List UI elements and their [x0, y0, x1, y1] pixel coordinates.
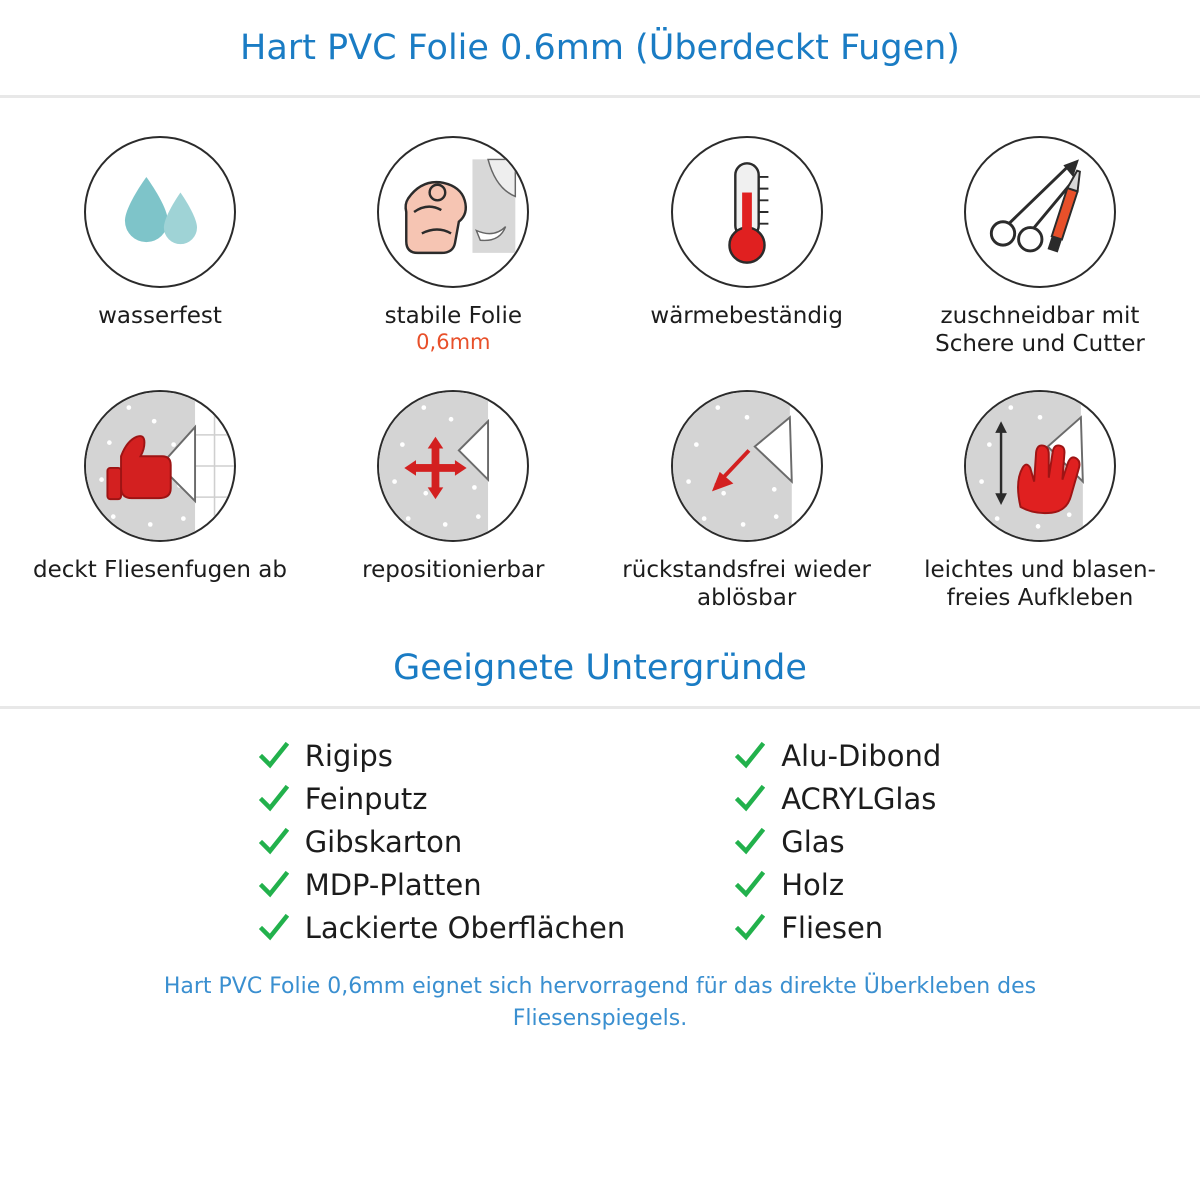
- page-header: [0, 0, 1200, 98]
- list-item-label: ACRYLGlas: [781, 782, 937, 817]
- check-icon: [259, 870, 289, 900]
- flexed-arm-icon: [377, 136, 529, 288]
- list-item-label: Gibskarton: [304, 825, 463, 860]
- check-icon: [735, 784, 765, 814]
- list-item-label: Alu-Dibond: [781, 739, 942, 774]
- thumbs-up-tile-icon: [84, 390, 236, 542]
- check-icon: [735, 741, 765, 771]
- feature-label: wasserfest: [98, 303, 222, 329]
- list-item-label: Fliesen: [781, 911, 884, 946]
- feature-label: rückstandsfrei wieder ablösbar: [622, 557, 872, 612]
- check-icon: [259, 741, 289, 771]
- list-item: [259, 911, 626, 945]
- move-arrows-icon: [377, 390, 529, 542]
- feature-row-1: [22, 136, 1178, 358]
- list-item-label: Holz: [781, 868, 845, 903]
- feature-row-2: [22, 390, 1178, 612]
- feature-deckt-fliesenfugen: [22, 390, 298, 612]
- list-item: [735, 868, 941, 902]
- feature-zuschneidbar: [902, 136, 1178, 358]
- surfaces-lists: [0, 709, 1200, 945]
- feature-label: repositionierbar: [362, 557, 545, 584]
- feature-label: zuschneidbar mit Schere und Cutter: [935, 303, 1145, 358]
- thermometer-icon: [671, 136, 823, 288]
- feature-label: deckt Fliesenfugen ab: [33, 557, 287, 584]
- section-title: Geeignete Untergründe: [393, 648, 807, 689]
- list-item-label: Glas: [781, 825, 845, 860]
- section-header: [0, 648, 1200, 709]
- footer-note: Hart PVC Folie 0,6mm eignet sich hervorragend für das direkte Überkleben des Fliesenspiegels.: [163, 974, 1037, 1032]
- list-item-label: Feinputz: [304, 782, 428, 817]
- list-item: [259, 782, 626, 816]
- water-drops-icon: [84, 136, 236, 288]
- list-item-label: Rigips: [304, 739, 393, 774]
- feature-blasenfreies-aufkleben: [902, 390, 1178, 612]
- feature-grid: [0, 98, 1200, 612]
- feature-wasserfest: [22, 136, 298, 358]
- surfaces-left-column: [259, 739, 626, 945]
- scissors-cutter-icon: [964, 136, 1116, 288]
- feature-label: leichtes und blasen-freies Aufkleben: [924, 557, 1156, 612]
- list-item: [259, 739, 626, 773]
- hand-smooth-icon: [964, 390, 1116, 542]
- page-title: Hart PVC Folie 0.6mm (Überdeckt Fugen): [240, 27, 960, 68]
- list-item-label: MDP-Platten: [304, 868, 482, 903]
- surfaces-right-column: [735, 739, 941, 945]
- list-item: [735, 825, 941, 859]
- check-icon: [259, 784, 289, 814]
- list-item: [735, 739, 941, 773]
- feature-waermebestaendig: [609, 136, 885, 358]
- check-icon: [735, 870, 765, 900]
- feature-stabile-folie: [315, 136, 591, 358]
- feature-label: stabile Folie: [384, 303, 522, 329]
- peel-off-arrow-icon: [671, 390, 823, 542]
- list-item: [259, 825, 626, 859]
- list-item: [735, 782, 941, 816]
- check-icon: [735, 827, 765, 857]
- list-item: [735, 911, 941, 945]
- check-icon: [735, 913, 765, 943]
- list-item: [259, 868, 626, 902]
- feature-label: wärmebeständig: [650, 303, 843, 329]
- list-item-label: Lackierte Oberflächen: [304, 911, 626, 946]
- check-icon: [259, 827, 289, 857]
- feature-rueckstandsfrei: [609, 390, 885, 612]
- feature-sublabel: 0,6mm: [416, 330, 491, 355]
- check-icon: [259, 913, 289, 943]
- feature-repositionierbar: [315, 390, 591, 612]
